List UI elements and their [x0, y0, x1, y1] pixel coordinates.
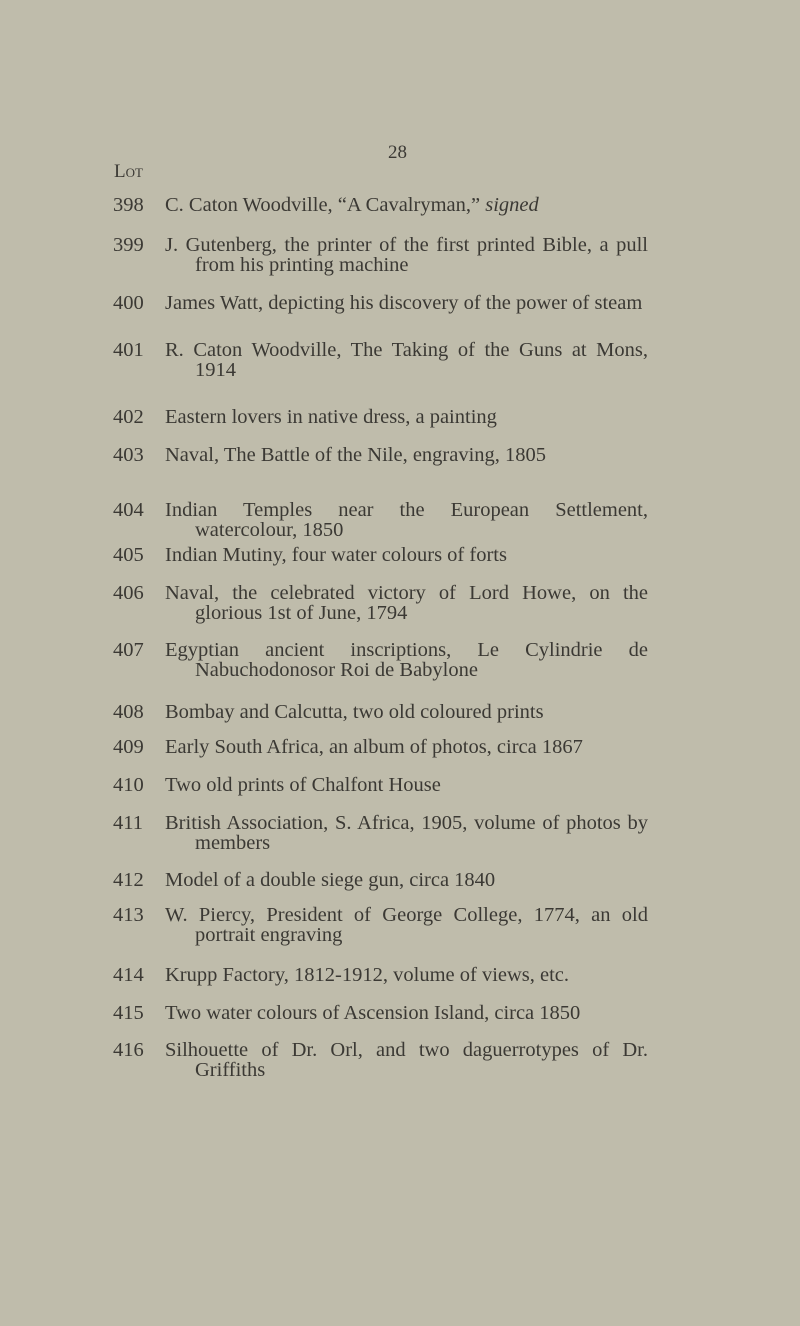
lot-description: W. Piercy, President of George College, 1774, an old portrait engraving: [165, 904, 648, 946]
lot-entry: [113, 545, 648, 565]
lot-description: Model of a double siege gun, circa 1840: [165, 869, 496, 891]
lot-entry: [113, 905, 648, 945]
lot-description: Silhouette of Dr. Orl, and two daguerrotypes of Dr. Griffiths: [165, 1039, 648, 1081]
lot-description: Eastern lovers in native dress, a painting: [165, 406, 497, 428]
lot-description: James Watt, depicting his discovery of the power of steam: [165, 292, 643, 314]
lot-description: Two old prints of Chalfont House: [165, 774, 441, 796]
lot-entry: [113, 1040, 648, 1080]
lot-number: 408: [113, 701, 144, 723]
lot-number: 410: [113, 774, 144, 796]
lot-number: 403: [113, 444, 144, 466]
lot-description: R. Caton Woodville, The Taking of the Guns at Mons, 1914: [165, 339, 648, 381]
lot-number: 402: [113, 406, 144, 428]
lot-number: 405: [113, 544, 144, 566]
lot-column-heading: Lot: [114, 161, 143, 182]
lot-number: 412: [113, 869, 144, 891]
lot-entry: [113, 407, 648, 427]
page-number: 28: [388, 142, 407, 163]
lot-number: 415: [113, 1002, 144, 1024]
lot-number: 409: [113, 736, 144, 758]
lot-entry: [113, 737, 648, 757]
lot-entry: [113, 702, 648, 722]
lot-entry: [113, 870, 648, 890]
lot-description: Early South Africa, an album of photos, circa 1867: [165, 736, 583, 758]
lot-entry: [113, 293, 648, 313]
lot-description-text: C. Caton Woodville, “A Cavalryman,”: [165, 194, 486, 216]
lot-entry: [113, 235, 648, 275]
lot-description: Indian Temples near the European Settlement, watercolour, 1850: [165, 499, 648, 541]
lot-number: 407: [113, 639, 144, 661]
lot-description: Bombay and Calcutta, two old coloured prints: [165, 701, 544, 723]
lot-description: Naval, the celebrated victory of Lord Howe, on the glorious 1st of June, 1794: [165, 582, 648, 624]
lot-description: Naval, The Battle of the Nile, engraving, 1805: [165, 444, 547, 466]
lot-description: British Association, S. Africa, 1905, volume of photos by members: [165, 812, 648, 854]
lot-number: 416: [113, 1039, 144, 1061]
lot-entry: [113, 1003, 648, 1023]
lot-entry: [113, 640, 648, 680]
lot-description-italic: signed: [485, 194, 539, 216]
lot-entry: [113, 775, 648, 795]
lot-entry: [113, 965, 648, 985]
lot-description: Indian Mutiny, four water colours of forts: [165, 544, 507, 566]
lot-number: 413: [113, 904, 144, 926]
lot-description: Two water colours of Ascension Island, circa 1850: [165, 1002, 581, 1024]
lot-entry: [113, 583, 648, 623]
lot-entry: [113, 195, 648, 215]
lot-entry: [113, 445, 648, 465]
lot-number: 411: [113, 812, 143, 834]
lot-description: [165, 195, 648, 215]
lot-number: 406: [113, 582, 144, 604]
lot-number: 398: [113, 194, 144, 216]
lot-description: J. Gutenberg, the printer of the first printed Bible, a pull from his printing machine: [165, 234, 648, 276]
lot-entry: [113, 340, 648, 380]
lot-description: Egyptian ancient inscriptions, Le Cylindrie de Nabuchodonosor Roi de Babylone: [165, 639, 648, 681]
lot-number: 399: [113, 234, 144, 256]
lot-number: 401: [113, 339, 144, 361]
lot-number: 404: [113, 499, 144, 521]
lot-entry: [113, 813, 648, 853]
lot-number: 414: [113, 964, 144, 986]
lot-entry: [113, 500, 648, 540]
lot-number: 400: [113, 292, 144, 314]
lot-description: Krupp Factory, 1812-1912, volume of views, etc.: [165, 964, 570, 986]
